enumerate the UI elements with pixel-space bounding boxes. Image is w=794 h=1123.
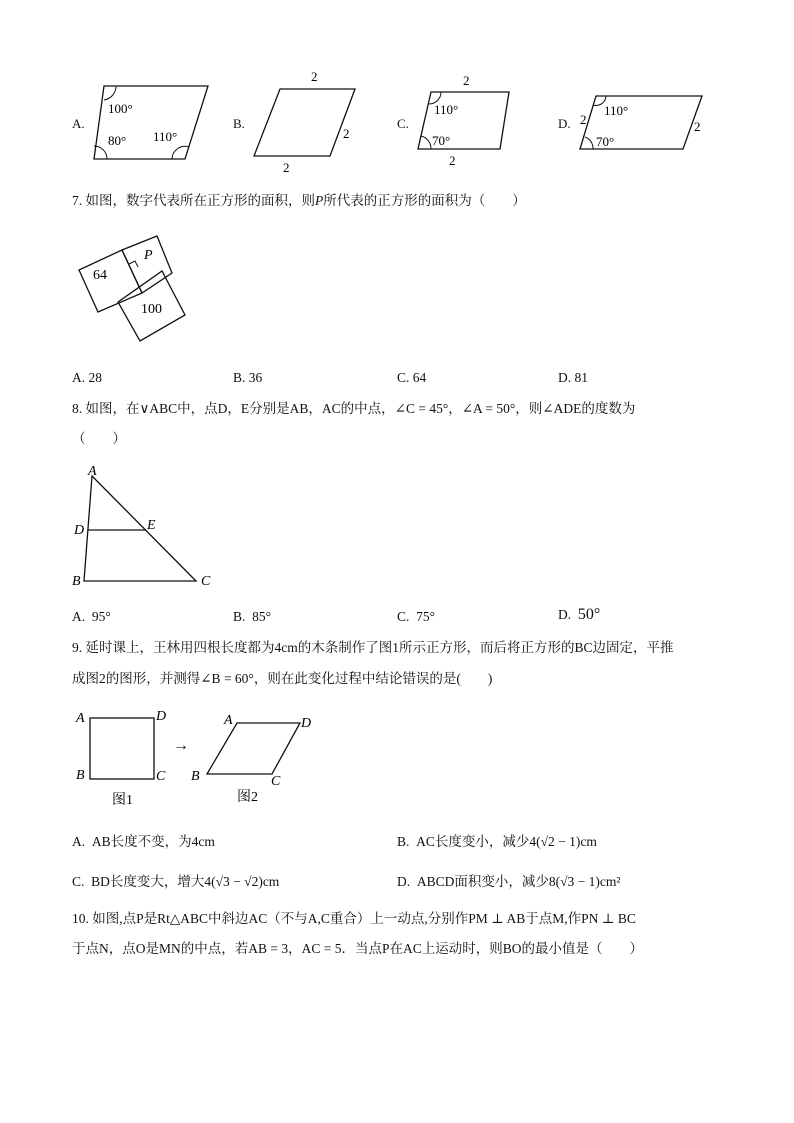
q9-figure-2 — [188, 710, 318, 805]
side-d-left: 2 — [580, 112, 587, 127]
q7-options — [0, 368, 794, 388]
q9-option-d[interactable]: D. ABCD面积变小，减少8(√3 − 1)cm² — [397, 874, 621, 889]
q7-figure — [74, 230, 194, 345]
q6-option-c-letter[interactable]: C. — [397, 116, 409, 131]
q8-option-b[interactable]: B. 85° — [233, 609, 272, 624]
q9-option-b[interactable]: B. AC长度变小，减少4(√2 − 1)cm — [397, 834, 597, 849]
q7-label-100: 100 — [141, 302, 162, 317]
q9-fig2-d: D — [301, 716, 312, 731]
q7-option-b[interactable]: B. 36 — [233, 370, 263, 385]
q9-figure-1 — [72, 705, 177, 810]
q9-fig2-caption: 图2 — [237, 790, 258, 805]
q6-figure-b — [248, 68, 368, 178]
q10-line1: 如图,点P是Rt△ABC中斜边AC（不与A,C重合）上一动点,分别作PM ⊥ AB于点M,作PN ⊥ BC — [92, 911, 636, 926]
side-b-right: 2 — [343, 126, 350, 141]
q10-number: 10. — [72, 911, 89, 926]
q8-label-a: A — [88, 464, 97, 479]
side-c-top: 2 — [463, 73, 470, 88]
q8-label-c: C — [201, 574, 211, 589]
q8-triangle-abc — [84, 476, 196, 581]
q9-fig2-b: B — [191, 769, 200, 784]
q6-option-d-letter[interactable]: D. — [558, 116, 571, 131]
q7-square-64 — [79, 250, 142, 312]
parallelogram-b — [254, 89, 355, 156]
q9-stem-line1 — [72, 638, 674, 658]
q7-option-a[interactable]: A. 28 — [72, 370, 102, 385]
q6-figure-c — [412, 72, 522, 172]
q6-option-a-letter[interactable]: A. — [72, 116, 85, 131]
q9-square — [90, 718, 154, 779]
q8-figure — [68, 462, 218, 592]
side-c-bottom: 2 — [449, 153, 456, 168]
q9-stem-line2: 成图2的图形，并测得∠B = 60°，则在此变化过程中结论错误的是( ) — [72, 671, 493, 686]
q7-label-64: 64 — [93, 268, 107, 283]
angle-mark-c-bl — [421, 136, 431, 149]
q9-rhombus — [207, 723, 300, 774]
q9-fig1-b: B — [76, 768, 85, 783]
q7-label-p: P — [144, 248, 153, 263]
q9-fig2-c: C — [271, 774, 281, 789]
q9-fig1-c: C — [156, 769, 166, 784]
q8-number: 8. — [72, 401, 83, 416]
q9-arrow: → — [173, 737, 189, 754]
q8-stem — [72, 399, 635, 419]
q7-var: P — [315, 193, 324, 208]
side-d-right: 2 — [694, 119, 701, 134]
q7-right-angle-mark — [129, 261, 138, 267]
angle-d-tl: 110° — [604, 103, 629, 118]
angle-mark-a-tl — [104, 86, 116, 100]
q6-options — [0, 60, 794, 180]
q8-label-b: B — [72, 574, 81, 589]
q10-stem-line1 — [72, 909, 636, 929]
q7-stem-text: 如图，数字代表所在正方形的面积，则 — [85, 193, 315, 208]
q8-option-c[interactable]: C. 75° — [397, 609, 436, 624]
q8-paren: （ ） — [72, 431, 126, 446]
angle-a-tl: 100° — [108, 101, 133, 116]
q8-options — [0, 607, 794, 629]
q9-number: 9. — [72, 640, 83, 655]
q8-label-d: D — [74, 523, 85, 538]
q6-figure-a — [88, 80, 218, 170]
q7-number: 7. — [72, 193, 83, 208]
q9-option-c[interactable]: C. BD长度变大，增大4(√3 − √2)cm — [72, 874, 280, 889]
q8-option-a[interactable]: A. 95° — [72, 609, 111, 624]
angle-a-bl: 80° — [108, 133, 127, 148]
q7-option-d[interactable]: D. 81 — [558, 370, 588, 385]
angle-d-bl: 70° — [596, 134, 615, 149]
q9-fig1-a: A — [76, 711, 85, 726]
q9-fig1-d: D — [156, 709, 167, 724]
q7-stem-end: 所代表的正方形的面积为（ ） — [323, 193, 526, 208]
q7-square-p — [122, 236, 172, 293]
q6-option-b-letter[interactable]: B. — [233, 116, 245, 131]
side-b-top: 2 — [311, 69, 318, 84]
q9-fig2-a: A — [224, 713, 233, 728]
angle-c-bl: 70° — [432, 133, 451, 148]
q7-option-c[interactable]: C. 64 — [397, 370, 427, 385]
angle-c-tl: 110° — [434, 102, 459, 117]
q6-figure-d — [576, 90, 706, 160]
q9-line1: 延时课上，王林用四根长度都为4cm的木条制作了图1所示正方形，而后将正方形的BC边固定，平推 — [85, 640, 674, 655]
q9-fig1-caption: 图1 — [112, 793, 133, 808]
q7-stem — [72, 191, 526, 211]
q8-label-e: E — [147, 518, 156, 533]
q10-stem-line2: 于点N，点O是MN的中点，若AB = 3，AC = 5．当点P在AC上运动时，则BO的最小值是（ ） — [72, 941, 644, 956]
q8-stem-text: 如图，在∨ABC中，点D，E分别是AB，AC的中点，∠C = 45°，∠A = 50°，则∠ADE的度数为 — [85, 401, 636, 416]
side-b-bottom: 2 — [283, 160, 290, 175]
q9-option-a[interactable]: A. AB长度不变，为4cm — [72, 834, 215, 849]
q8-option-d[interactable]: D. 50° — [558, 606, 601, 623]
angle-mark-d-bl — [585, 137, 593, 149]
angle-a-br: 110° — [153, 129, 178, 144]
